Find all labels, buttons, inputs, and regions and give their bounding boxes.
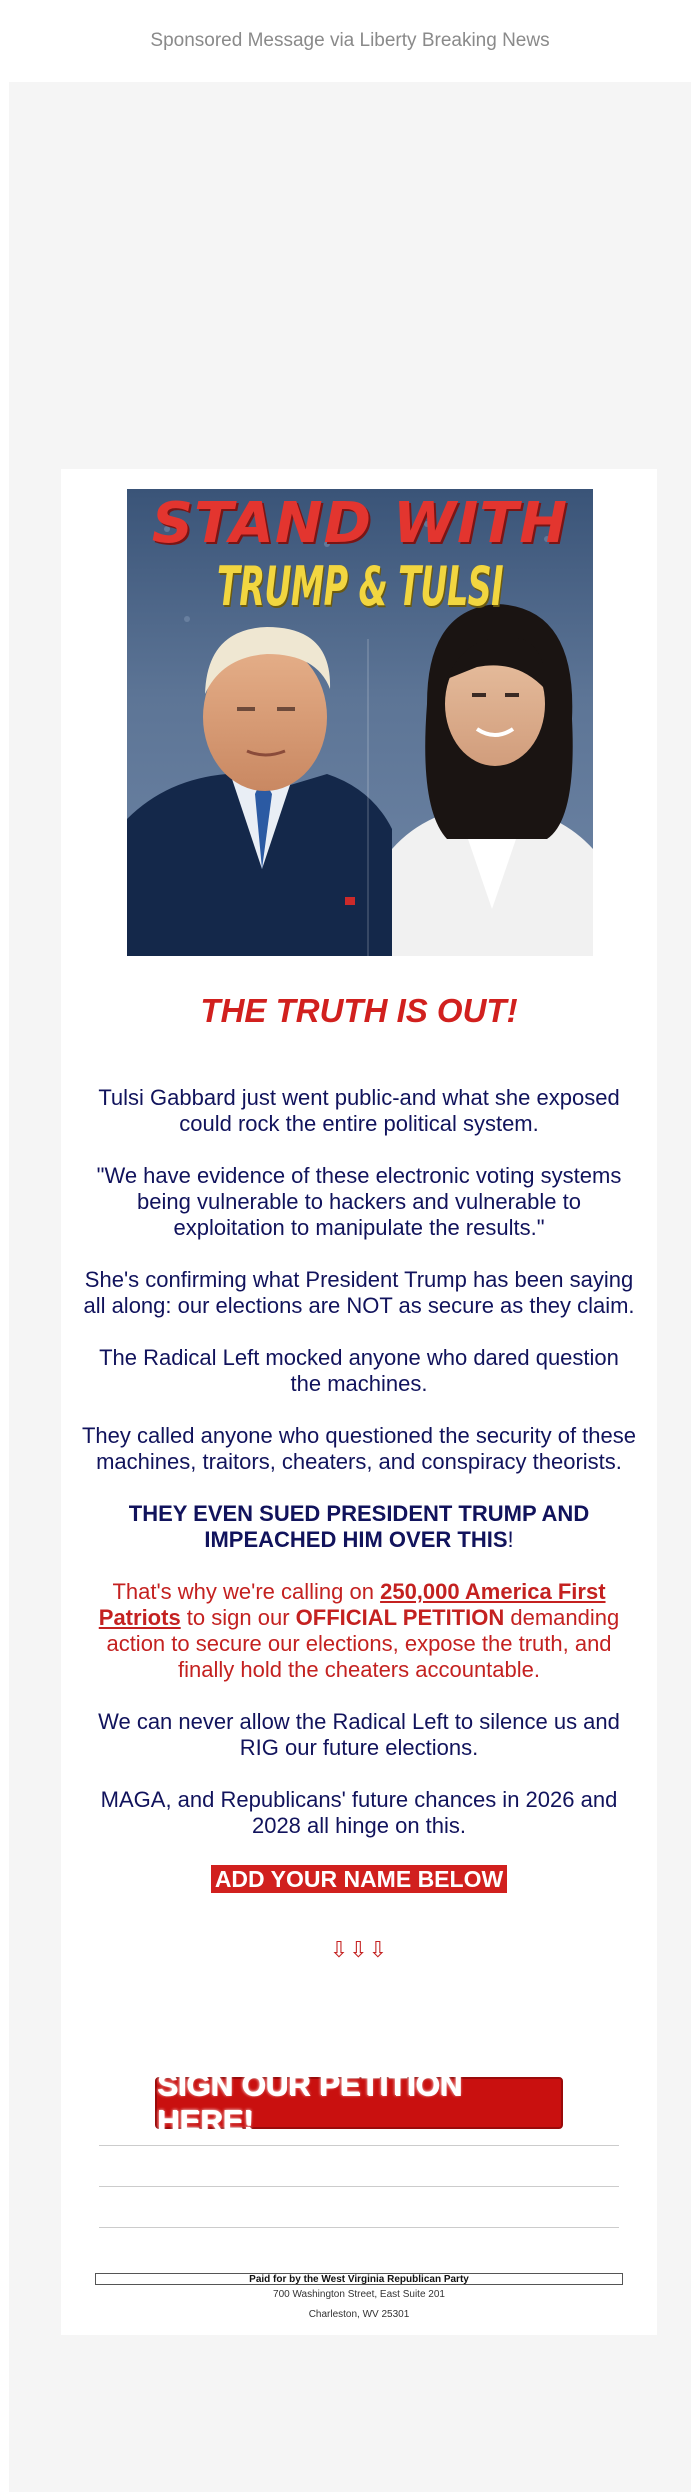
footer-address-1: 700 Washington Street, East Suite 201 [273,2289,445,2300]
hero-image[interactable] [127,489,593,956]
paragraph-9: MAGA, and Republicans' future chances in 2026 and 2028 all hinge on this. [100,1786,618,1838]
footer-address-2: Charleston, WV 25301 [308,2309,410,2320]
headline: THE TRUTH IS OUT! [200,992,518,1029]
paragraph-1: Tulsi Gabbard just went public-and what she exposed could rock the entire political system. [98,1084,620,1136]
paragraph-7-a: That's why we're calling on [112,1578,381,1604]
paragraph-7-c: demanding action to secure our elections, expose the truth, and finally hold the cheaters accountable. [106,1604,620,1682]
hero-line-stand-with: STAND WITH [151,491,569,556]
paragraph-5: They called anyone who questioned the security of these machines, traitors, cheaters, and conspiracy theorists. [81,1422,637,1474]
paragraph-6 [81,1501,637,1553]
email-background [9,82,691,2492]
sponsor-header [0,0,700,82]
paragraph-7 [81,1579,637,1683]
paragraph-quote: "We have evidence of these electronic voting systems being vulnerable to hackers and vulnerable to exploitation to manipulate the results." [96,1162,622,1240]
email-card [61,469,657,2335]
sign-petition-button[interactable]: SIGN OUR PETITION HERE! [155,2077,563,2129]
down-arrows-icon: ⇩⇩⇩ [329,1936,389,1962]
email-body [81,991,637,1963]
patriots-link[interactable]: 250,000 America First Patriots [98,1578,606,1630]
paragraph-6-end: ! [507,1526,514,1552]
paragraph-7-b: to sign our [180,1604,296,1630]
paragraph-8: We can never allow the Radical Left to silence us and RIG our future elections. [98,1708,620,1760]
divider-2 [99,2186,619,2187]
divider-3 [99,2227,619,2228]
official-petition-text: OFFICIAL PETITION [295,1604,505,1630]
hero-line-trump-tulsi: TRUMP & TULSI [216,555,504,618]
paragraph-6-bold: THEY EVEN SUED PRESIDENT TRUMP AND IMPEACHED HIM OVER THIS [128,1500,590,1552]
paragraph-3: She's confirming what President Trump has been saying all along: our elections are NOT as secure as they claim. [83,1266,635,1318]
paid-for-disclaimer: Paid for by the West Virginia Republican Party [95,2273,623,2285]
divider-1 [99,2145,619,2146]
sponsor-text: Sponsored Message via Liberty Breaking News [150,30,550,51]
paragraph-4: The Radical Left mocked anyone who dared question the machines. [99,1344,619,1396]
add-your-name-banner: ADD YOUR NAME BELOW [211,1865,507,1893]
